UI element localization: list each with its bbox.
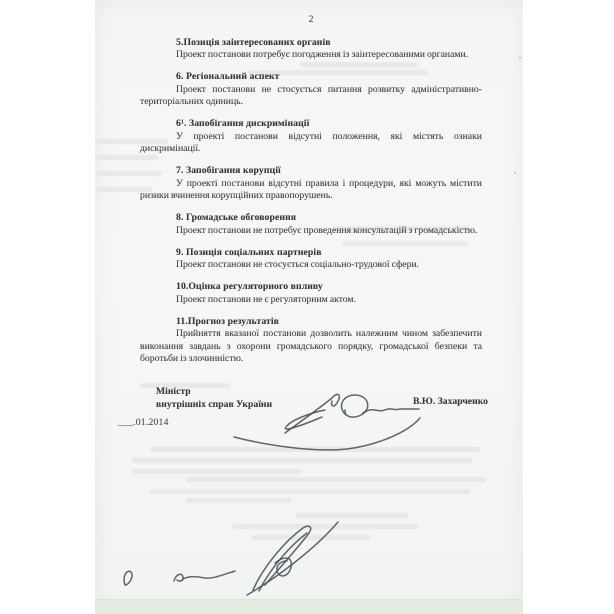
section-heading: 6. Регіональний аспект [176, 71, 280, 82]
section-heading: 7. Запобігання корупції [176, 165, 281, 176]
bleed-through-ghost [232, 524, 418, 529]
section-6-1 [140, 118, 482, 156]
section-heading: 8. Громадське обговорення [176, 212, 297, 223]
section-paragraph: Проект постанови не стосується питання розвитку адміністративно-територіальних одиниць. [140, 83, 482, 107]
section-6 [140, 71, 482, 109]
section-11 [140, 316, 482, 366]
document-text-block [118, 0, 488, 430]
section-heading: 5.Позиція заінтересованих органів [176, 36, 331, 48]
section-paragraph: Прийняття вказаної постанови дозволить належним чином забезпечити виконання завдань з охорони громадського порядку, громадської безпеки та боротьби із злочинністю. [140, 328, 482, 364]
scan-artifact-strip [95, 599, 523, 614]
section-paragraph: Проект постанови потребує погодження із заінтересованими органами. [176, 49, 469, 60]
section-8 [140, 212, 482, 237]
section-heading: 10.Оцінка регуляторного впливу [176, 281, 323, 292]
bleed-through-ghost [296, 513, 408, 518]
section-paragraph: У проекті постанови відсутні положення, які містять ознаки дискримінації. [140, 130, 482, 154]
section-10 [140, 281, 482, 306]
scan-speck [514, 172, 516, 174]
section-paragraph: Проект постанови не є регуляторним актом. [176, 293, 356, 305]
signature-block [156, 386, 488, 411]
bleed-through-ghost [150, 447, 480, 452]
bleed-through-ghost [186, 498, 291, 503]
section-paragraph: Проект постанови не стосується соціально-трудової сфери. [176, 259, 420, 270]
section-7 [140, 165, 482, 203]
bleed-through-ghost [150, 489, 470, 494]
section-9 [140, 247, 482, 272]
section-heading: 9. Позиція соціальних партнерів [176, 246, 322, 258]
bleed-through-ghost [252, 535, 370, 540]
bleed-through-ghost [132, 458, 472, 463]
signer-title-line2: внутрішніх справ України [156, 398, 273, 410]
section-heading: 6¹. Запобігання дискримінації [176, 118, 310, 129]
signer-name: В.Ю. Захарченко [413, 396, 488, 407]
scan-speck [519, 57, 521, 59]
date-line: ___.01.2014 [118, 417, 169, 428]
section-heading: 11.Прогноз результатів [176, 315, 279, 327]
section-5 [140, 37, 482, 62]
section-paragraph: У проекті постанови відсутні правила і процедури, які можуть містити ризики вчинення корупційних правопорушень. [140, 177, 482, 201]
bleed-through-ghost [186, 477, 486, 482]
page-number: 2 [308, 14, 314, 25]
bleed-through-ghost [132, 469, 302, 474]
section-paragraph: Проект постанови не потребує проведення консультацій з громадськістю. [176, 224, 478, 236]
signer-title-line1: Міністр [156, 386, 191, 397]
